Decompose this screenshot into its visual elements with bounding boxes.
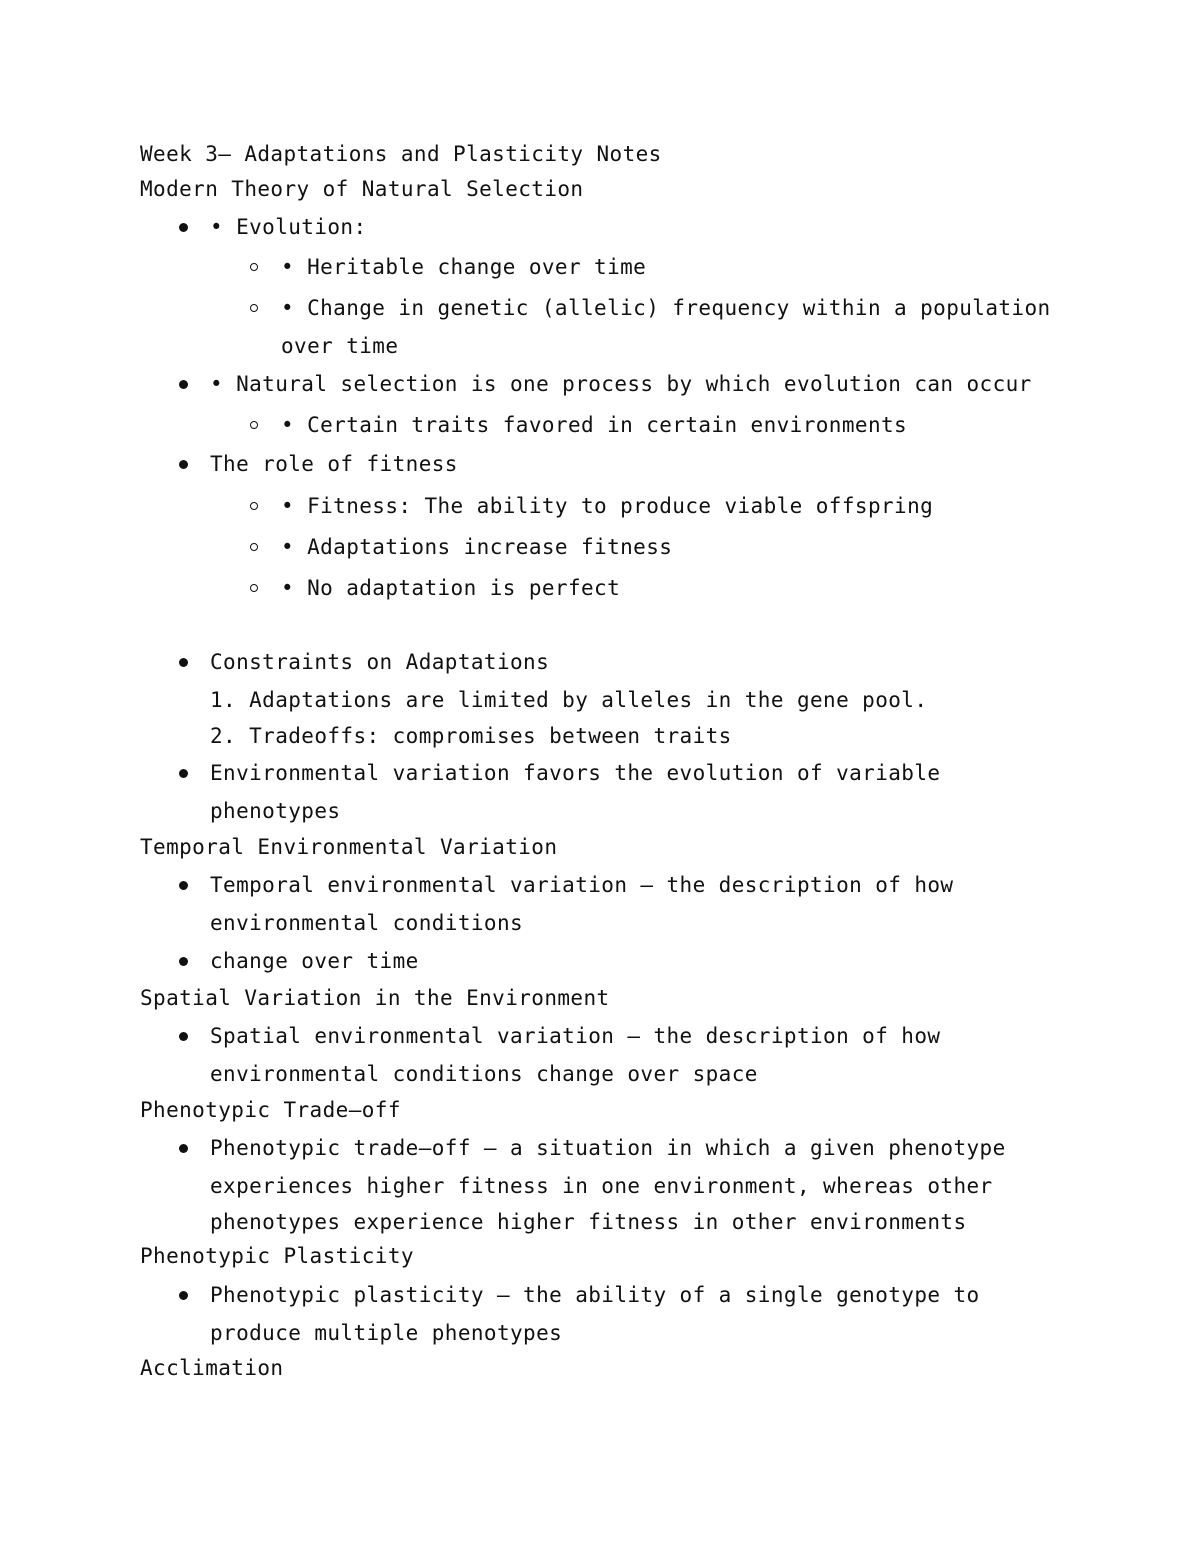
sub-item-no-perfect-adaptation: • No adaptation is perfect [281,576,621,600]
sub-item-genetic-frequency: • Change in genetic (allelic) frequency within a population [281,296,1051,320]
hollow-bullet-icon [250,421,258,429]
list-item-env-variation: Environmental variation favors the evolution of variable [210,761,941,785]
list-item-tradeoff: Phenotypic trade–off – a situation in which a given phenotype [210,1136,1006,1160]
hollow-bullet-icon [250,543,258,551]
section-heading-acclimation: Acclimation [140,1356,284,1380]
numbered-item-1: 1. Adaptations are limited by alleles in the gene pool. [210,688,928,712]
numbered-item-2: 2. Tradeoffs: compromises between traits [210,724,732,748]
hollow-bullet-icon [250,584,258,592]
list-item-spatial-variation: Spatial environmental variation – the description of how [210,1024,941,1048]
list-item-evolution: • Evolution: [210,215,367,239]
list-item-env-variation-cont: phenotypes [210,799,341,823]
bullet-icon [179,380,188,389]
hollow-bullet-icon [250,304,258,312]
sub-item-genetic-frequency-cont: over time [281,334,399,358]
bullet-icon [179,881,188,890]
bullet-icon [179,223,188,232]
section-heading-temporal: Temporal Environmental Variation [140,835,558,859]
sub-item-certain-traits: • Certain traits favored in certain environments [281,413,908,437]
list-item-fitness-role: The role of fitness [210,452,458,476]
section-heading-tradeoff: Phenotypic Trade–off [140,1098,401,1122]
list-item-plasticity: Phenotypic plasticity – the ability of a single genotype to [210,1283,980,1307]
section-heading-plasticity: Phenotypic Plasticity [140,1244,414,1268]
list-item-temporal-variation-cont: environmental conditions [210,911,524,935]
bullet-icon [179,769,188,778]
sub-item-adaptations-increase: • Adaptations increase fitness [281,535,673,559]
bullet-icon [179,658,188,667]
list-item-spatial-variation-cont: environmental conditions change over space [210,1062,758,1086]
list-item-constraints: Constraints on Adaptations [210,650,550,674]
section-heading-spatial: Spatial Variation in the Environment [140,986,610,1010]
hollow-bullet-icon [250,263,258,271]
bullet-icon [179,1144,188,1153]
list-item-plasticity-cont: produce multiple phenotypes [210,1321,563,1345]
list-item-tradeoff-cont2: phenotypes experience higher fitness in other environments [210,1210,967,1234]
list-item-change-over-time: change over time [210,949,419,973]
list-item-natural-selection: • Natural selection is one process by which evolution can occur [210,372,1032,396]
hollow-bullet-icon [250,502,258,510]
bullet-icon [179,460,188,469]
bullet-icon [179,1291,188,1300]
section-heading-modern-theory: Modern Theory of Natural Selection [140,177,584,201]
sub-item-heritable-change: • Heritable change over time [281,255,647,279]
bullet-icon [179,957,188,966]
list-item-tradeoff-cont1: experiences higher fitness in one environment, whereas other [210,1174,993,1198]
list-item-temporal-variation: Temporal environmental variation – the description of how [210,873,954,897]
sub-item-fitness-definition: • Fitness: The ability to produce viable offspring [281,494,934,518]
document-title: Week 3– Adaptations and Plasticity Notes [140,142,662,166]
bullet-icon [179,1032,188,1041]
